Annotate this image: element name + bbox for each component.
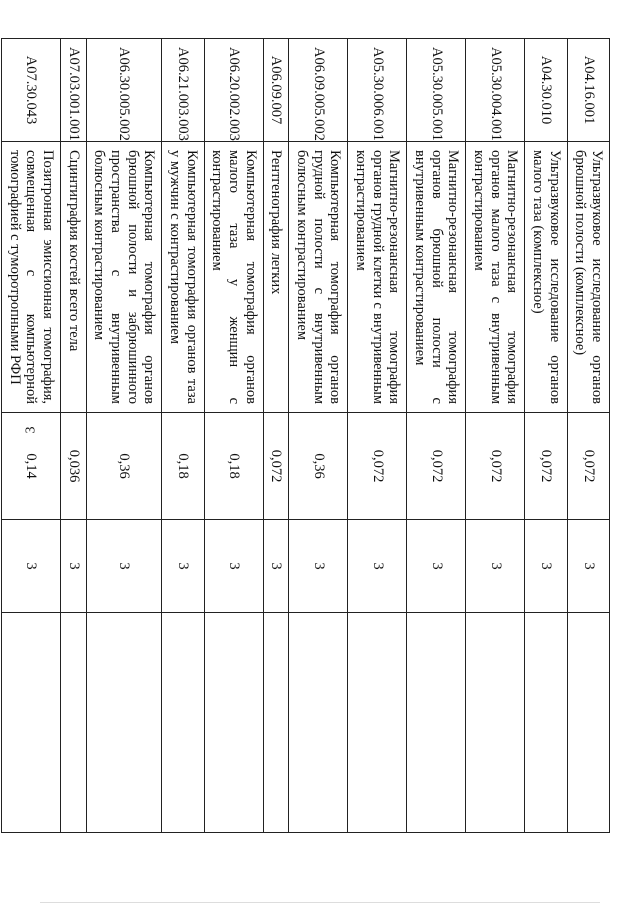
multiplicity: 3 [204,520,263,613]
table-row [289,39,348,833]
service-code: A06.21.003.003 [162,39,204,142]
service-code: A07.30.043 [1,39,60,142]
table-row [1,39,60,833]
service-name: Позитронная эмиссионная томография, совмещенная с компьютерной томографией с туморотропными РФП [1,142,60,413]
empty-cell [1,613,60,833]
service-code: A06.09.007 [263,39,289,142]
multiplicity: 3 [1,520,60,613]
service-code: A06.30.005.002 [86,39,162,142]
table-row [525,39,567,833]
empty-cell [289,613,348,833]
frequency-rate: 0,36 [289,413,348,520]
frequency-rate: 0,036 [60,413,86,520]
multiplicity: 3 [407,520,466,613]
rotated-table-container [6,38,610,833]
multiplicity: 3 [348,520,407,613]
service-name: Магнитно-резонансная томография органов малого таза с внутривенным контрастированием [466,142,525,413]
scan-edge [40,902,600,903]
frequency-rate: 0,072 [525,413,567,520]
service-name: Компьютерная томография органов малого таза у женщин с контрастированием [204,142,263,413]
table-row [204,39,263,833]
service-code: A07.03.001.001 [60,39,86,142]
table-row [86,39,162,833]
multiplicity: 3 [86,520,162,613]
service-name: Компьютерная томография органов брюшной полости и забрюшинного пространства с внутривенным болюсным контрастированием [86,142,162,413]
service-name: Компьютерная томография органов таза у мужчин с контрастированием [162,142,204,413]
service-name: Компьютерная томография органов грудной полости с внутривенным болюсным контрастированием [289,142,348,413]
multiplicity: 3 [60,520,86,613]
multiplicity: 3 [466,520,525,613]
frequency-rate: 0,072 [407,413,466,520]
empty-cell [567,613,609,833]
service-name: Магнитно-резонансная томография органов грудной клетки с внутривенным контрастированием [348,142,407,413]
empty-cell [204,613,263,833]
frequency-rate: 0,072 [348,413,407,520]
service-code: A05.30.006.001 [348,39,407,142]
table-row [348,39,407,833]
multiplicity: 3 [525,520,567,613]
frequency-rate: 0,072 [466,413,525,520]
table-row [60,39,86,833]
multiplicity: 3 [567,520,609,613]
service-code: A04.16.001 [567,39,609,142]
empty-cell [86,613,162,833]
table-row [263,39,289,833]
service-code: A06.20.002.003 [204,39,263,142]
empty-cell [162,613,204,833]
frequency-rate: 0,36 [86,413,162,520]
service-code: A06.09.005.002 [289,39,348,142]
table-row [567,39,609,833]
empty-cell [348,613,407,833]
empty-cell [60,613,86,833]
frequency-rate: 0,072 [263,413,289,520]
services-table-body [1,39,609,833]
service-name: Магнитно-резонансная томография органов брюшной полости с внутривенным контрастированием [407,142,466,413]
frequency-rate: 0,072 [567,413,609,520]
empty-cell [407,613,466,833]
page-number: 3 [23,426,39,434]
table-row [407,39,466,833]
empty-cell [466,613,525,833]
frequency-rate: 0,18 [204,413,263,520]
service-name: Рентгенография легких [263,142,289,413]
multiplicity: 3 [263,520,289,613]
service-code: A04.30.010 [525,39,567,142]
table-row [162,39,204,833]
empty-cell [525,613,567,833]
multiplicity: 3 [289,520,348,613]
service-name: Ультразвуковое исследование органов брюшной полости (комплексное) [567,142,609,413]
frequency-rate: 0,18 [162,413,204,520]
service-name: Сцинтиграфия костей всего тела [60,142,86,413]
multiplicity: 3 [162,520,204,613]
frequency-rate: 0,14 [1,413,60,520]
empty-cell [263,613,289,833]
service-code: A05.30.004.001 [466,39,525,142]
service-code: A05.30.005.001 [407,39,466,142]
service-name: Ультразвуковое исследование органов малого таза (комплексное) [525,142,567,413]
table-row [466,39,525,833]
services-table [1,38,610,833]
